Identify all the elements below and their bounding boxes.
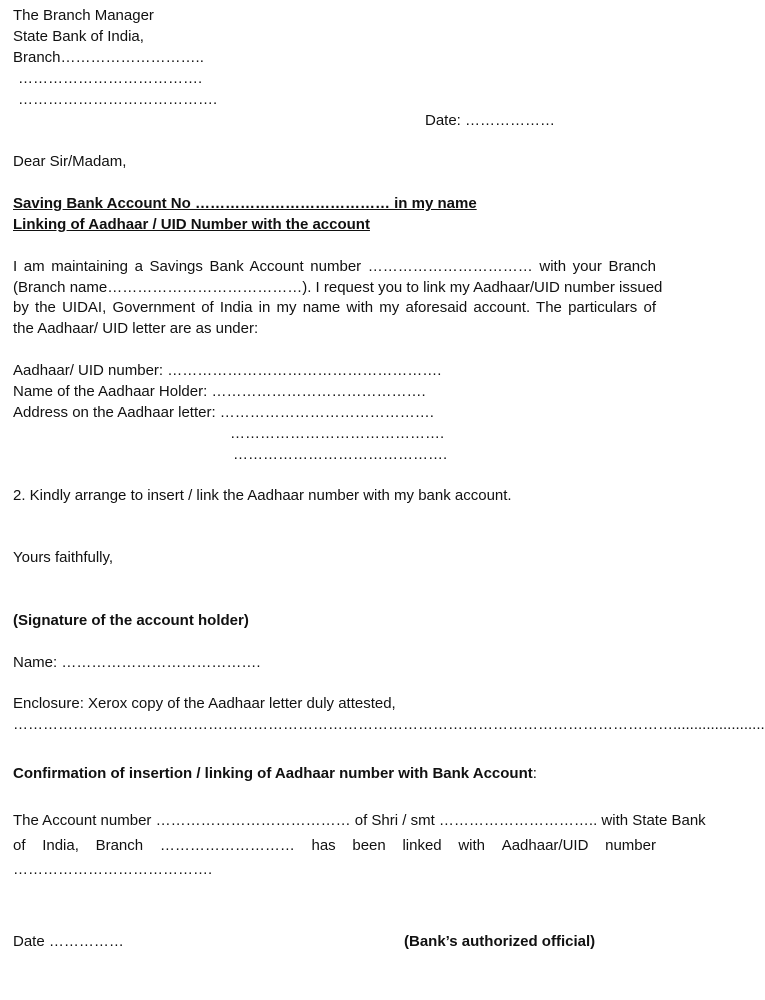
enclosure-dotted-line: ……………………………………………………………………………………………………………………......................	[13, 716, 765, 733]
recipient-address-line: ………………………………….	[18, 91, 218, 108]
confirmation-heading-colon: :	[532, 765, 537, 782]
aadhaar-address-continuation: …………………………………….	[233, 446, 448, 463]
name-field: Name: ………………………………….	[13, 654, 261, 671]
date-field: Date: ………………	[425, 112, 556, 129]
confirmation-word: ………………………	[159, 837, 295, 854]
body-line: (Branch name…………………………………). I request you to link my Aadhaar/UID number issued	[13, 279, 663, 296]
signature-label: (Signature of the account holder)	[13, 612, 249, 629]
confirmation-word: Branch	[95, 837, 144, 854]
request-point-2: 2. Kindly arrange to insert / link the Aadhaar number with my bank account.	[13, 487, 512, 504]
confirmation-word: number	[605, 837, 656, 854]
confirmation-aadhaar-dots: ………………………………….	[13, 861, 213, 878]
confirmation-word: with	[458, 837, 486, 854]
confirmation-word: India,	[42, 837, 79, 854]
recipient-branch: Branch………………………..	[13, 49, 204, 66]
closing: Yours faithfully,	[13, 549, 114, 566]
aadhaar-holder-field: Name of the Aadhaar Holder: …………………………………….	[13, 383, 426, 400]
recipient-address-line: ……………………………….	[18, 70, 203, 87]
confirmation-heading-wrap	[13, 765, 537, 783]
confirmation-word: been	[352, 837, 386, 854]
body-line: by the UIDAI, Government of India in my name with my aforesaid account. The particulars of	[13, 299, 656, 316]
body-line: the Aadhaar/ UID letter are as under:	[13, 320, 259, 337]
subject-linking: Linking of Aadhaar / UID Number with the account	[13, 216, 370, 233]
confirmation-word: has	[311, 837, 336, 854]
recipient-bank: State Bank of India,	[13, 28, 144, 45]
confirmation-line-2	[13, 837, 656, 855]
confirmation-heading: Confirmation of insertion / linking of Aadhaar number with Bank Account	[13, 765, 533, 782]
footer-date: Date ……………	[13, 933, 124, 950]
confirmation-word: of	[13, 837, 26, 854]
aadhaar-address-field: Address on the Aadhaar letter: …………………………………….	[13, 404, 434, 421]
aadhaar-number-field: Aadhaar/ UID number: ……………………………………………….	[13, 362, 442, 379]
salutation: Dear Sir/Madam,	[13, 153, 127, 170]
subject-account: Saving Bank Account No ………………………………… in my name	[13, 195, 477, 212]
body-line: I am maintaining a Savings Bank Account number …………………………… with your Branch	[13, 258, 656, 275]
confirmation-word: Aadhaar/UID	[501, 837, 589, 854]
confirmation-line: The Account number ………………………………… of Shri / smt ………………………….. with State Bank	[13, 812, 706, 829]
aadhaar-address-continuation: …………………………………….	[230, 425, 445, 442]
confirmation-word: linked	[402, 837, 442, 854]
enclosure: Enclosure: Xerox copy of the Aadhaar letter duly attested,	[13, 695, 396, 712]
bank-official-signature: (Bank’s authorized official)	[404, 933, 596, 950]
recipient-title: The Branch Manager	[13, 7, 154, 24]
